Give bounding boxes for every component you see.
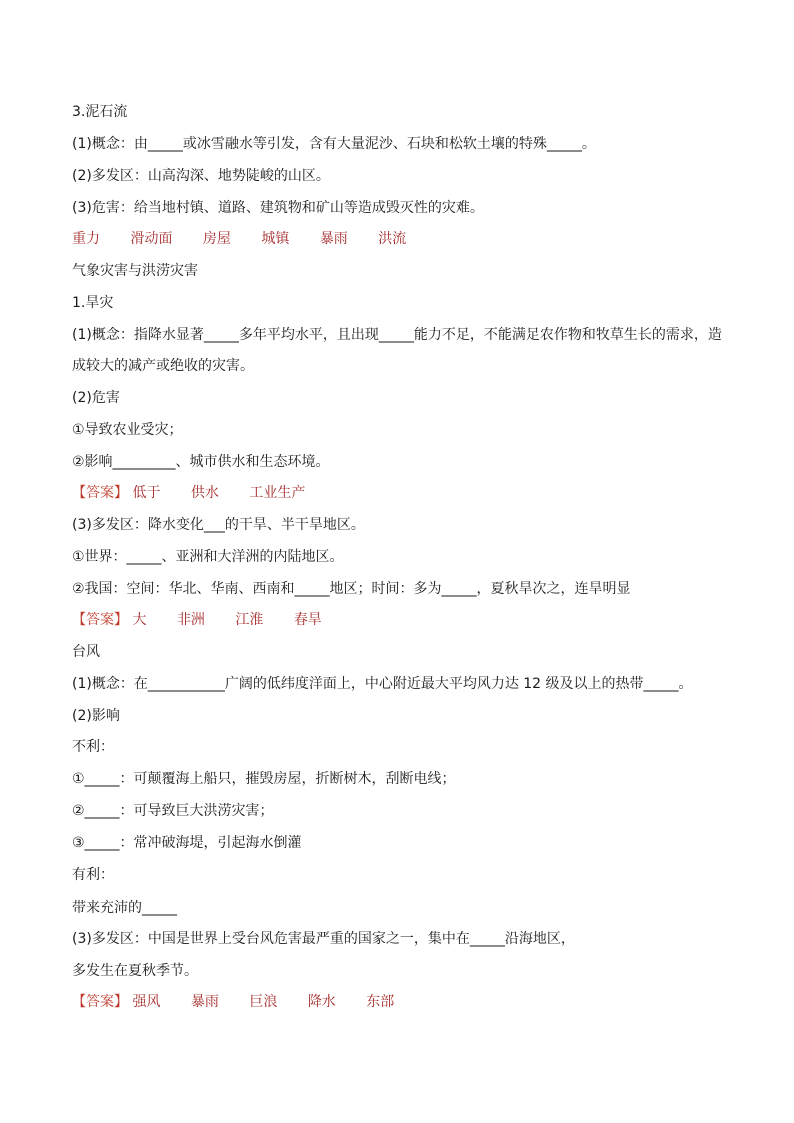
answer-row xyxy=(72,610,348,630)
text-line: 多发生在夏秋季节。 xyxy=(72,963,198,979)
answer-item: 强风 xyxy=(132,994,161,1010)
text-line: (1)概念：指降水显著_____多年平均水平，且出现_____能力不足，不能满足农作物和牧草生长的需求，造 xyxy=(72,327,722,343)
text-line: (2)多发区：山高沟深、地势陡峻的山区。 xyxy=(72,168,330,184)
text-line: (3)危害：给当地村镇、道路、建筑物和矿山等造成毁灭性的灾难。 xyxy=(72,200,484,216)
text-line: (2)影响 xyxy=(72,708,120,724)
answer-item: 春旱 xyxy=(293,612,322,628)
text-line: 成较大的减产或绝收的灾害。 xyxy=(72,358,254,374)
text-line: (2)危害 xyxy=(72,390,120,406)
term: 洪流 xyxy=(378,231,407,247)
answer-item: 巨浪 xyxy=(249,994,278,1010)
text-line: 不利： xyxy=(72,739,114,755)
answer-label: 【答案】 xyxy=(72,994,128,1010)
answer-item: 工业生产 xyxy=(249,485,306,501)
term: 房屋 xyxy=(202,231,231,247)
answer-row xyxy=(72,992,420,1012)
term: 重力 xyxy=(72,231,100,247)
answer-item: 供水 xyxy=(190,485,219,501)
text-line: 有利： xyxy=(72,867,114,883)
text-line: (1)概念：在___________广阔的低纬度洋面上，中心附近最大平均风力达 12 级及以上的热带_____。 xyxy=(72,676,693,692)
term: 城镇 xyxy=(261,231,290,247)
answer-label: 【答案】 xyxy=(72,485,128,501)
text-line: (3)多发区：中国是世界上受台风危害最严重的国家之一，集中在_____沿海地区， xyxy=(72,931,575,947)
answer-item: 非洲 xyxy=(176,612,205,628)
text-line: ③_____：常冲破海堤，引起海水倒灌 xyxy=(72,835,302,851)
answer-item: 降水 xyxy=(307,994,336,1010)
text-line: ①世界：_____、亚洲和大洋洲的内陆地区。 xyxy=(72,549,344,565)
answer-item: 暴雨 xyxy=(190,994,219,1010)
section-heading-debris-flow: 3.泥石流 xyxy=(72,104,128,120)
section-heading-weather: 气象灾害与洪涝灾害 xyxy=(72,263,198,279)
text-line: ②_____：可导致巨大洪涝灾害； xyxy=(72,803,274,819)
answer-label: 【答案】 xyxy=(72,612,128,628)
terms-row xyxy=(72,229,432,249)
text-line: ②我国：空间：华北、华南、西南和_____地区；时间：多为_____，夏秋旱次之，连旱明显 xyxy=(72,581,631,597)
term: 暴雨 xyxy=(319,231,348,247)
term: 滑动面 xyxy=(130,231,173,247)
text-line: (1)概念：由_____或冰雪融水等引发，含有大量泥沙、石块和松软土壤的特殊_____。 xyxy=(72,136,596,152)
text-line: (3)多发区：降水变化___的干旱、半干旱地区。 xyxy=(72,517,365,533)
text-line: ②影响_________、城市供水和生态环境。 xyxy=(72,454,330,470)
section-heading-drought: 1.旱灾 xyxy=(72,295,114,311)
answer-item: 大 xyxy=(132,612,147,628)
answer-item: 低于 xyxy=(132,485,161,501)
answer-item: 江淮 xyxy=(235,612,264,628)
text-line: 带来充沛的_____ xyxy=(72,900,177,916)
answer-row xyxy=(72,483,331,503)
section-heading-typhoon: 台风 xyxy=(72,644,100,660)
text-line: ①导致农业受灾； xyxy=(72,422,183,438)
answer-item: 东部 xyxy=(366,994,395,1010)
text-line: ①_____：可颠覆海上船只，摧毁房屋，折断树木，刮断电线； xyxy=(72,771,456,787)
